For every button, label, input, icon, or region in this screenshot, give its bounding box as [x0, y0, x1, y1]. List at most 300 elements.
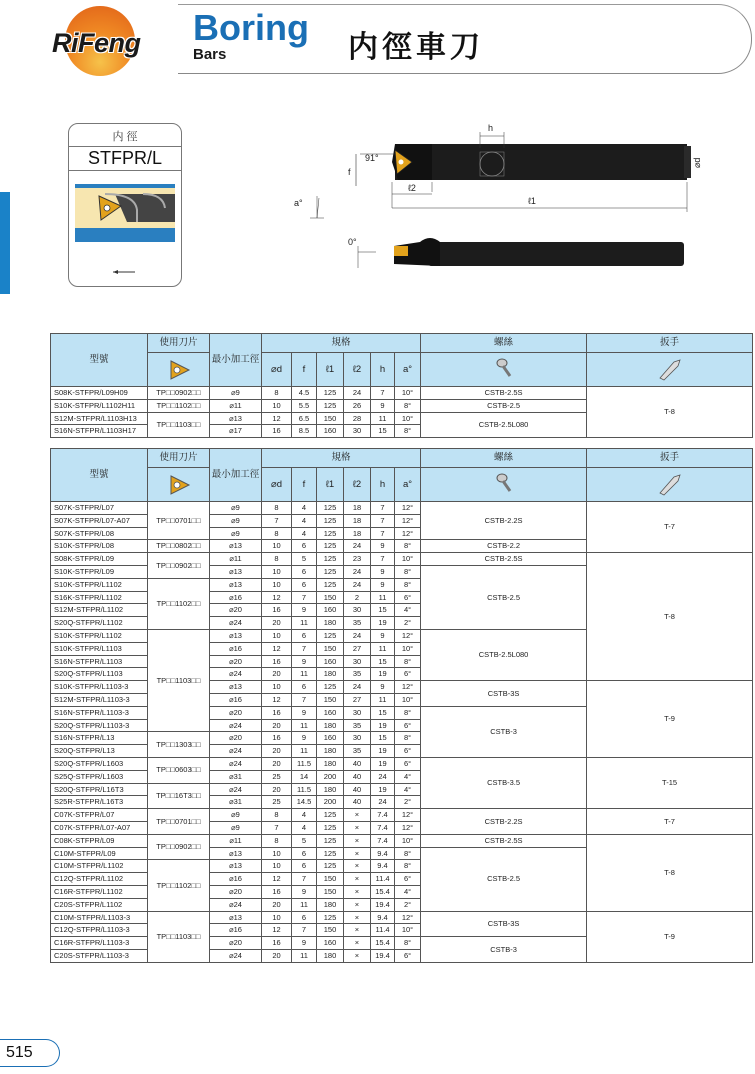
spec-cell: 25 — [262, 796, 292, 809]
spec-cell: 12° — [395, 911, 421, 924]
spec-cell: 125 — [317, 578, 344, 591]
col-header-spec: 規格 — [262, 449, 421, 468]
screw-cell: CSTB-3.5 — [421, 757, 587, 808]
tool-type-code: STFPR/L — [69, 146, 181, 171]
spec-cell: 6° — [395, 873, 421, 886]
spec-cell: ⌀20 — [210, 937, 262, 950]
spec-cell: ⌀20 — [210, 732, 262, 745]
spec-cell: ⌀11 — [210, 553, 262, 566]
spec-cell: 9 — [371, 565, 395, 578]
insert-cell: TP□□0701□□ — [148, 502, 210, 540]
spec-cell: ⌀24 — [210, 745, 262, 758]
spec-cell: ⌀20 — [210, 604, 262, 617]
spec-cell: 8° — [395, 655, 421, 668]
col-header-screw: 螺絲 — [421, 334, 587, 353]
spec-cell: 125 — [317, 834, 344, 847]
spec-cell: ⌀9 — [210, 821, 262, 834]
spec-cell: 200 — [317, 796, 344, 809]
spec-cell: 12° — [395, 629, 421, 642]
wrench-cell: T-8 — [587, 834, 753, 911]
spec-cell: 16 — [262, 937, 292, 950]
spec-cell: 30 — [344, 732, 371, 745]
spec-cell: ⌀20 — [210, 885, 262, 898]
spec-table-1 — [50, 333, 753, 438]
model-cell: S07K-STFPR/L08 — [51, 527, 148, 540]
spec-cell: 8 — [262, 527, 292, 540]
spec-cell: 125 — [317, 911, 344, 924]
spec-cell: × — [344, 885, 371, 898]
spec-cell: 16 — [262, 604, 292, 617]
boring-bar-drawing — [280, 118, 710, 278]
spec-cell: 12 — [262, 693, 292, 706]
wrench-cell: T-8 — [587, 553, 753, 681]
spec-cell: 9 — [371, 540, 395, 553]
col-header-l2: ℓ2 — [344, 353, 371, 387]
spec-cell: 7 — [292, 873, 317, 886]
screw-cell: CSTB-2.2 — [421, 540, 587, 553]
screw-icon-cell — [421, 353, 587, 387]
screw-cell: CSTB-2.5S — [421, 834, 587, 847]
screw-cell: CSTB-3S — [421, 681, 587, 707]
spec-cell: 180 — [317, 757, 344, 770]
spec-cell: ⌀9 — [210, 527, 262, 540]
spec-cell: 150 — [317, 924, 344, 937]
spec-cell: 27 — [344, 642, 371, 655]
spec-cell: 125 — [317, 502, 344, 515]
spec-cell: 12 — [262, 873, 292, 886]
spec-cell: 20 — [262, 949, 292, 962]
spec-cell: 160 — [317, 655, 344, 668]
spec-cell: 160 — [317, 706, 344, 719]
spec-cell: 8 — [262, 553, 292, 566]
screw-icon — [494, 472, 514, 494]
spec-cell: 40 — [344, 783, 371, 796]
spec-cell: 8 — [262, 809, 292, 822]
spec-cell: 6.5 — [292, 412, 317, 425]
spec-cell: 9 — [292, 604, 317, 617]
spec-cell: 11.5 — [292, 757, 317, 770]
spec-cell: 7 — [262, 821, 292, 834]
col-header-insert: 使用刀片 — [148, 334, 210, 353]
insert-cell: TP□□0902□□ — [148, 834, 210, 860]
spec-cell: 11 — [371, 412, 395, 425]
spec-cell: 30 — [344, 604, 371, 617]
spec-cell: 8 — [262, 502, 292, 515]
spec-cell: 180 — [317, 783, 344, 796]
dim-a-label: a° — [294, 198, 303, 208]
page-subtitle: Bars — [193, 46, 227, 63]
col-header-l1: ℓ1 — [317, 468, 344, 502]
insert-cell: TP□□0802□□ — [148, 540, 210, 553]
spec-cell: 6 — [292, 565, 317, 578]
brand-name: RiFeng — [52, 28, 141, 58]
spec-cell: 8° — [395, 847, 421, 860]
spec-cell: 200 — [317, 770, 344, 783]
model-cell: C20S-STFPR/L1103-3 — [51, 949, 148, 962]
model-cell: S10K-STFPR/L1102 — [51, 629, 148, 642]
spec-cell: 12 — [262, 642, 292, 655]
spec-cell: 26 — [344, 399, 371, 412]
spec-cell: ⌀16 — [210, 642, 262, 655]
spec-cell: × — [344, 924, 371, 937]
insert-cell: TP□□0603□□ — [148, 757, 210, 783]
wrench-icon — [656, 469, 684, 497]
spec-cell: 10 — [262, 681, 292, 694]
spec-cell: 24 — [344, 578, 371, 591]
section-tab — [0, 192, 10, 294]
boring-illustration-icon — [75, 184, 175, 280]
spec-cell: 180 — [317, 949, 344, 962]
model-cell: C08K-STFPR/L09 — [51, 834, 148, 847]
spec-cell: 10° — [395, 834, 421, 847]
model-cell: S10K-STFPR/L1103-3 — [51, 681, 148, 694]
spec-cell: 20 — [262, 668, 292, 681]
col-header-a: a° — [395, 468, 421, 502]
spec-cell: ⌀20 — [210, 706, 262, 719]
spec-cell: 9 — [292, 655, 317, 668]
spec-cell: 8 — [262, 834, 292, 847]
spec-cell: 11 — [371, 693, 395, 706]
screw-cell: CSTB-2.5S — [421, 553, 587, 566]
model-cell: S20Q-STFPR/L13 — [51, 745, 148, 758]
model-cell: C07K-STFPR/L07 — [51, 809, 148, 822]
model-cell: S07K-STFPR/L07-A07 — [51, 514, 148, 527]
spec-cell: ⌀24 — [210, 617, 262, 630]
spec-cell: ⌀13 — [210, 629, 262, 642]
insert-cell: TP□□1103□□ — [148, 629, 210, 731]
spec-cell: ⌀16 — [210, 924, 262, 937]
spec-cell: 4° — [395, 885, 421, 898]
model-cell: S16N-STFPR/L1103 — [51, 655, 148, 668]
spec-cell: 20 — [262, 617, 292, 630]
wrench-cell: T-7 — [587, 809, 753, 835]
spec-cell: 18 — [344, 527, 371, 540]
spec-cell: 11 — [371, 642, 395, 655]
spec-cell: 11 — [292, 898, 317, 911]
spec-cell: ⌀16 — [210, 693, 262, 706]
spec-cell: 10° — [395, 553, 421, 566]
spec-cell: 10° — [395, 693, 421, 706]
model-cell: S16N-STFPR/L1103H17 — [51, 425, 148, 438]
spec-cell: 40 — [344, 796, 371, 809]
spec-cell: 24 — [344, 681, 371, 694]
spec-cell: 10 — [262, 540, 292, 553]
spec-cell: 7 — [371, 514, 395, 527]
spec-cell: 180 — [317, 617, 344, 630]
col-header-l2: ℓ2 — [344, 468, 371, 502]
spec-cell: 12° — [395, 821, 421, 834]
spec-cell: ⌀24 — [210, 757, 262, 770]
screw-cell: CSTB-2.2S — [421, 809, 587, 835]
spec-cell: 12° — [395, 514, 421, 527]
spec-cell: × — [344, 937, 371, 950]
screw-icon — [494, 357, 514, 379]
insert-cell: TP□□1102□□ — [148, 578, 210, 629]
spec-cell: 35 — [344, 668, 371, 681]
spec-cell: 9 — [371, 578, 395, 591]
spec-cell: 125 — [317, 629, 344, 642]
spec-cell: 24 — [344, 565, 371, 578]
model-cell: C20S-STFPR/L1102 — [51, 898, 148, 911]
dim-zero-label: 0° — [348, 237, 357, 247]
spec-cell: 11 — [292, 617, 317, 630]
model-cell: S08K-STFPR/L09H09 — [51, 387, 148, 400]
spec-cell: 180 — [317, 898, 344, 911]
col-header-f: f — [292, 353, 317, 387]
spec-cell: 6 — [292, 578, 317, 591]
spec-cell: 125 — [317, 847, 344, 860]
spec-cell: 10° — [395, 387, 421, 400]
spec-cell: 160 — [317, 604, 344, 617]
spec-cell: 8° — [395, 732, 421, 745]
spec-cell: 8.5 — [292, 425, 317, 438]
wrench-cell: T-9 — [587, 681, 753, 758]
screw-icon-cell — [421, 468, 587, 502]
spec-cell: × — [344, 911, 371, 924]
tool-type-label: 内 徑 — [112, 131, 138, 143]
spec-cell: 12 — [262, 591, 292, 604]
model-cell: S16K-STFPR/L1102 — [51, 591, 148, 604]
spec-cell: ⌀13 — [210, 847, 262, 860]
spec-cell: 30 — [344, 706, 371, 719]
spec-cell: ⌀11 — [210, 834, 262, 847]
spec-cell: 2 — [344, 591, 371, 604]
spec-cell: 9.4 — [371, 911, 395, 924]
spec-cell: 6 — [292, 540, 317, 553]
spec-cell: 25 — [262, 770, 292, 783]
table-row — [51, 553, 753, 566]
spec-cell: ⌀11 — [210, 399, 262, 412]
spec-cell: 15 — [371, 655, 395, 668]
spec-cell: 14 — [292, 770, 317, 783]
spec-cell: ⌀13 — [210, 911, 262, 924]
table-row — [51, 502, 753, 515]
spec-cell: 2° — [395, 796, 421, 809]
spec-cell: ⌀24 — [210, 898, 262, 911]
spec-cell: 150 — [317, 873, 344, 886]
spec-cell: 7 — [371, 553, 395, 566]
spec-cell: 20 — [262, 898, 292, 911]
spec-cell: 7 — [292, 693, 317, 706]
spec-cell: 12° — [395, 527, 421, 540]
spec-cell: 6° — [395, 668, 421, 681]
spec-cell: 16 — [262, 706, 292, 719]
spec-cell: ⌀13 — [210, 681, 262, 694]
model-cell: S10K-STFPR/L1102H11 — [51, 399, 148, 412]
spec-cell: 11 — [292, 949, 317, 962]
spec-cell: 4 — [292, 821, 317, 834]
spec-cell: 125 — [317, 514, 344, 527]
spec-cell: 24 — [371, 770, 395, 783]
insert-cell: TP□□1102□□ — [148, 399, 210, 412]
dim-angle-91-label: 91° — [365, 153, 379, 163]
spec-cell: 125 — [317, 681, 344, 694]
spec-cell: 8° — [395, 540, 421, 553]
spec-cell: 15 — [371, 732, 395, 745]
spec-cell: 12 — [262, 924, 292, 937]
spec-cell: 11.5 — [292, 783, 317, 796]
spec-cell: 8° — [395, 425, 421, 438]
spec-cell: ⌀9 — [210, 809, 262, 822]
model-cell: S25Q-STFPR/L1603 — [51, 770, 148, 783]
spec-cell: 160 — [317, 425, 344, 438]
spec-cell: ⌀24 — [210, 668, 262, 681]
spec-cell: 4° — [395, 783, 421, 796]
model-cell: S20Q-STFPR/L1103 — [51, 668, 148, 681]
spec-cell: 4 — [292, 809, 317, 822]
spec-cell: ⌀13 — [210, 565, 262, 578]
spec-cell: 180 — [317, 745, 344, 758]
spec-cell: 7 — [371, 527, 395, 540]
col-header-f: f — [292, 468, 317, 502]
spec-cell: 19 — [371, 617, 395, 630]
spec-cell: 9 — [371, 629, 395, 642]
insert-cell: TP□□0902□□ — [148, 553, 210, 579]
spec-cell: 160 — [317, 937, 344, 950]
insert-cell: TP□□0902□□ — [148, 387, 210, 400]
spec-cell: 6 — [292, 847, 317, 860]
screw-cell: CSTB-2.5 — [421, 399, 587, 412]
spec-cell: 4 — [292, 502, 317, 515]
spec-cell: 10 — [262, 578, 292, 591]
insert-icon-cell — [148, 353, 210, 387]
spec-cell: 125 — [317, 860, 344, 873]
model-cell: S16N-STFPR/L1103-3 — [51, 706, 148, 719]
spec-cell: 9 — [292, 937, 317, 950]
spec-cell: 11 — [292, 719, 317, 732]
model-cell: S12M-STFPR/L1103-3 — [51, 693, 148, 706]
spec-cell: 7 — [371, 502, 395, 515]
spec-cell: 160 — [317, 732, 344, 745]
model-cell: S12M-STFPR/L1102 — [51, 604, 148, 617]
spec-cell: 40 — [344, 757, 371, 770]
spec-cell: ⌀31 — [210, 796, 262, 809]
spec-cell: 9 — [371, 681, 395, 694]
spec-cell: × — [344, 898, 371, 911]
spec-cell: 125 — [317, 809, 344, 822]
col-header-model: 型號 — [51, 449, 148, 502]
dim-l2-label: ℓ2 — [408, 183, 416, 193]
spec-cell: 8° — [395, 706, 421, 719]
model-cell: S20Q-STFPR/L1603 — [51, 757, 148, 770]
spec-cell: 4° — [395, 770, 421, 783]
spec-cell: 4° — [395, 604, 421, 617]
spec-cell: 19.4 — [371, 949, 395, 962]
spec-cell: 24 — [344, 629, 371, 642]
spec-cell: 5 — [292, 834, 317, 847]
insert-cell: TP□□16T3□□ — [148, 783, 210, 809]
spec-cell: 6° — [395, 745, 421, 758]
model-cell: S07K-STFPR/L07 — [51, 502, 148, 515]
screw-cell: CSTB-3 — [421, 706, 587, 757]
spec-cell: 12° — [395, 502, 421, 515]
spec-cell: 35 — [344, 745, 371, 758]
model-cell: S10K-STFPR/L1103 — [51, 642, 148, 655]
spec-cell: 14.5 — [292, 796, 317, 809]
spec-cell: 15 — [371, 425, 395, 438]
spec-cell: 7 — [292, 591, 317, 604]
col-header-spec: 規格 — [262, 334, 421, 353]
screw-cell: CSTB-2.5L080 — [421, 629, 587, 680]
dim-f-label: f — [348, 167, 351, 177]
spec-cell: 8° — [395, 399, 421, 412]
spec-cell: 11.4 — [371, 924, 395, 937]
spec-cell: 10 — [262, 629, 292, 642]
spec-cell: 150 — [317, 885, 344, 898]
spec-cell: 9 — [292, 706, 317, 719]
spec-table-2 — [50, 448, 753, 963]
spec-cell: 6° — [395, 719, 421, 732]
spec-cell: 35 — [344, 617, 371, 630]
spec-cell: 180 — [317, 719, 344, 732]
spec-cell: 10° — [395, 412, 421, 425]
spec-cell: 10 — [262, 565, 292, 578]
wrench-icon — [656, 354, 684, 382]
insert-cell: TP□□1103□□ — [148, 412, 210, 438]
spec-cell: × — [344, 834, 371, 847]
spec-cell: 6° — [395, 757, 421, 770]
spec-cell: 150 — [317, 693, 344, 706]
col-header-insert: 使用刀片 — [148, 449, 210, 468]
tool-type-card — [68, 123, 182, 287]
page-number: 515 — [0, 1039, 60, 1067]
model-cell: S12M-STFPR/L1103H13 — [51, 412, 148, 425]
spec-cell: 9 — [371, 399, 395, 412]
spec-cell: 7.4 — [371, 834, 395, 847]
spec-cell: 11 — [371, 591, 395, 604]
spec-cell: 6 — [292, 681, 317, 694]
spec-cell: 7 — [371, 387, 395, 400]
spec-cell: 4 — [292, 514, 317, 527]
model-cell: C16R-STFPR/L1102 — [51, 885, 148, 898]
spec-cell: × — [344, 873, 371, 886]
screw-cell: CSTB-2.5 — [421, 847, 587, 911]
col-header-wrench: 扳手 — [587, 449, 753, 468]
spec-cell: 180 — [317, 668, 344, 681]
triangle-insert-icon — [167, 359, 191, 381]
spec-cell: ⌀16 — [210, 591, 262, 604]
insert-cell: TP□□1102□□ — [148, 860, 210, 911]
spec-cell: ⌀13 — [210, 540, 262, 553]
spec-cell: 12° — [395, 681, 421, 694]
spec-cell: 11 — [292, 745, 317, 758]
spec-cell: ⌀24 — [210, 719, 262, 732]
col-header-min-bore: 最小加工徑 — [210, 334, 262, 387]
spec-cell: 4 — [292, 527, 317, 540]
spec-cell: 12° — [395, 809, 421, 822]
model-cell: C07K-STFPR/L07-A07 — [51, 821, 148, 834]
spec-cell: 19 — [371, 668, 395, 681]
spec-cell: ⌀24 — [210, 949, 262, 962]
screw-cell: CSTB-3 — [421, 937, 587, 963]
col-header-min-bore: 最小加工徑 — [210, 449, 262, 502]
spec-cell: ⌀31 — [210, 770, 262, 783]
table-row — [51, 834, 753, 847]
table-row — [51, 911, 753, 924]
spec-cell: 125 — [317, 540, 344, 553]
col-header-model: 型號 — [51, 334, 148, 387]
spec-cell: ⌀24 — [210, 783, 262, 796]
spec-cell: 8° — [395, 937, 421, 950]
model-cell: C10M-STFPR/L1102 — [51, 860, 148, 873]
model-cell: C10M-STFPR/L1103-3 — [51, 911, 148, 924]
spec-cell: ⌀13 — [210, 578, 262, 591]
triangle-insert-icon — [167, 474, 191, 496]
spec-cell: 20 — [262, 745, 292, 758]
spec-cell: 24 — [371, 796, 395, 809]
spec-cell: 30 — [344, 655, 371, 668]
spec-cell: ⌀9 — [210, 502, 262, 515]
